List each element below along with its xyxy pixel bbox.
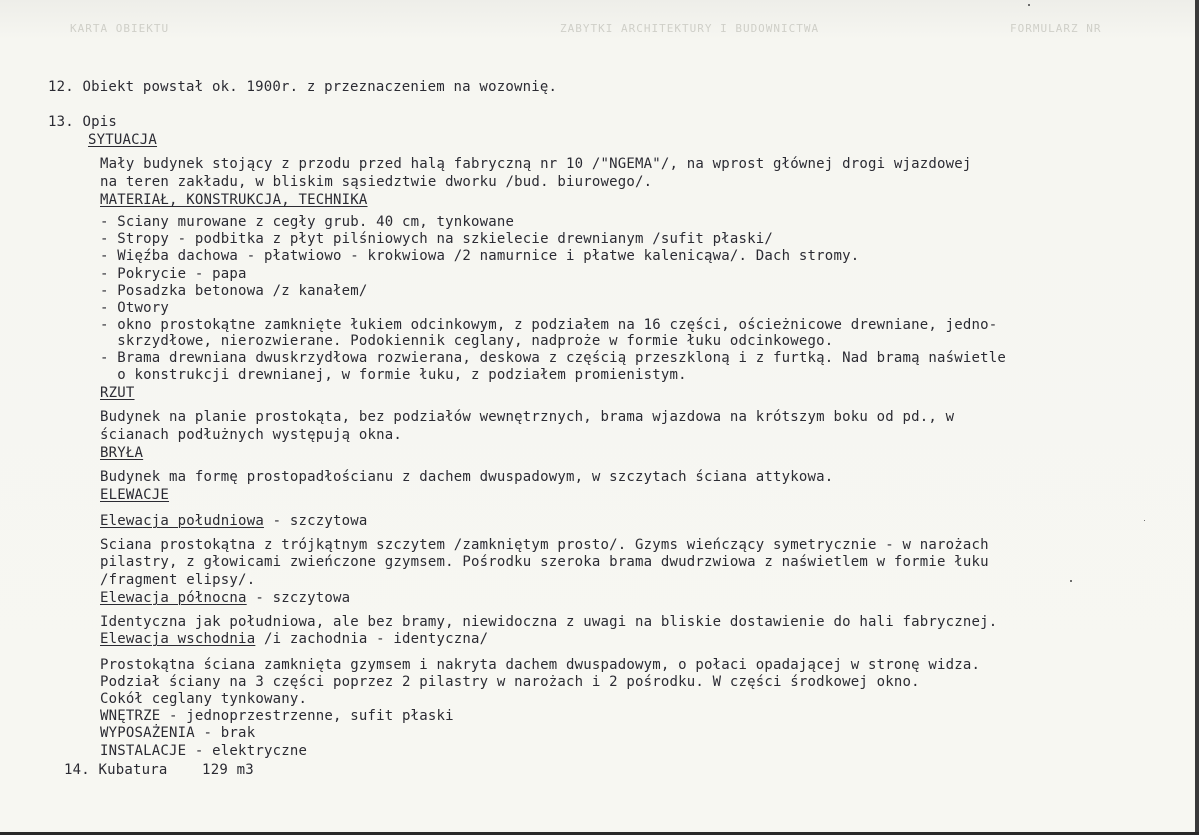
- text-line: Cokół ceglany tynkowany.: [100, 691, 308, 707]
- text-line: Podział ściany na 3 części poprzez 2 pilastry w narożach i 2 pośrodku. W części środkowej okno.: [100, 674, 920, 690]
- text-line: Budynek na planie prostokąta, bez podziałów wewnętrznych, brama wjazdowa na krótszym boku od pd., w: [100, 409, 955, 425]
- ink-speck: [1070, 580, 1072, 582]
- text-line: pilastry, z głowicami zwieńczone gzymsem. Pośrodku szeroka brama dwudrzwiowa z naświetlem w formie łuku: [100, 554, 989, 570]
- text-line: Prostokątna ściana zamknięta gzymsem i nakryta dachem dwuspadowym, o połaci opadającej w stronę widza.: [100, 657, 981, 673]
- text-line: Mały budynek stojący z przodu przed halą fabryczną nr 10 /"NGEMA"/, na wprost głównej drogi wjazdowej: [100, 156, 972, 172]
- text-line: - Posadzka betonowa /z kanałem/: [100, 283, 368, 299]
- section-heading: MATERIAŁ, KONSTRUKCJA, TECHNIKA: [100, 192, 368, 208]
- text-line: na teren zakładu, w bliskim sąsiedztwie dworku /bud. biurowego/.: [100, 174, 653, 190]
- section-heading: RZUT: [100, 385, 135, 401]
- text-line: WYPOSAŻENIA - brak: [100, 725, 256, 741]
- text-line: - Brama drewniana dwuskrzydłowa rozwierana, deskowa z częścią przeszkloną i z furtką. Nad bramą naświetle: [100, 350, 1007, 366]
- text-line: Sciana prostokątna z trójkątnym szczytem /zamkniętym prosto/. Gzyms wieńczący symetrycznie - w narożach: [100, 537, 989, 553]
- text-line: WNĘTRZE - jednoprzestrzenne, sufit płaski: [100, 708, 454, 724]
- ink-speck: [1144, 520, 1145, 521]
- ghost-header-middle: ZABYTKI ARCHITEKTURY I BUDOWNICTWA: [560, 22, 820, 35]
- text-line: 12. Obiekt powstał ok. 1900r. z przeznaczeniem na wozownię.: [48, 79, 558, 95]
- text-line: Budynek ma formę prostopadłościanu z dachem dwuspadowym, w szczytach ściana attykowa.: [100, 469, 834, 485]
- text-line: skrzydłowe, nierozwierane. Podokiennik ceglany, nadproże w formie łuku odcinkowego.: [100, 333, 834, 349]
- scan-edge-right: [1195, 0, 1199, 835]
- text-line: 13. Opis: [48, 114, 118, 130]
- text-line: - okno prostokątne zamknięte łukiem odcinkowym, z podziałem na 16 części, ościeżnicowe drewniane, jedno-: [100, 317, 998, 333]
- text-line: - Stropy - podbitka z płyt pilśniowych na szkielecie drewnianym /sufit płaski/: [100, 231, 774, 247]
- text-line: o konstrukcji drewnianej, w formie łuku, z podziałem promienistym.: [100, 367, 687, 383]
- ink-speck: [1028, 4, 1030, 6]
- text-line: - Więźba dachowa - płatwiowo - krokwiowa /2 namurnice i płatwe kalenicąwa/. Dach stromy.: [100, 248, 860, 264]
- text-line: ścianach podłużnych występują okna.: [100, 427, 403, 443]
- text-line: - Otwory: [100, 300, 170, 316]
- text-line: INSTALACJE - elektryczne: [100, 743, 308, 759]
- ghost-header-right: FORMULARZ NR: [1010, 22, 1102, 35]
- text-line: Identyczna jak południowa, ale bez bramy, niewidoczna z uwagi na bliskie dostawienie do hali fabrycznej.: [100, 614, 998, 630]
- section-heading: BRYŁA: [100, 445, 144, 461]
- text-line: - Sciany murowane z cegły grub. 40 cm, tynkowane: [100, 214, 515, 230]
- text-line: - Pokrycie - papa: [100, 266, 247, 282]
- text-line: Elewacja północna - szczytowa: [100, 590, 351, 606]
- text-line: Elewacja południowa - szczytowa: [100, 513, 368, 529]
- text-line: Elewacja wschodnia /i zachodnia - identyczna/: [100, 631, 489, 647]
- text-line: /fragment elipsy/.: [100, 572, 256, 588]
- text-line: 14. Kubatura 129 m3: [64, 762, 254, 778]
- section-heading: SYTUACJA: [88, 132, 158, 148]
- section-heading: ELEWACJE: [100, 487, 170, 503]
- ghost-header-left: KARTA OBIEKTU: [70, 22, 170, 35]
